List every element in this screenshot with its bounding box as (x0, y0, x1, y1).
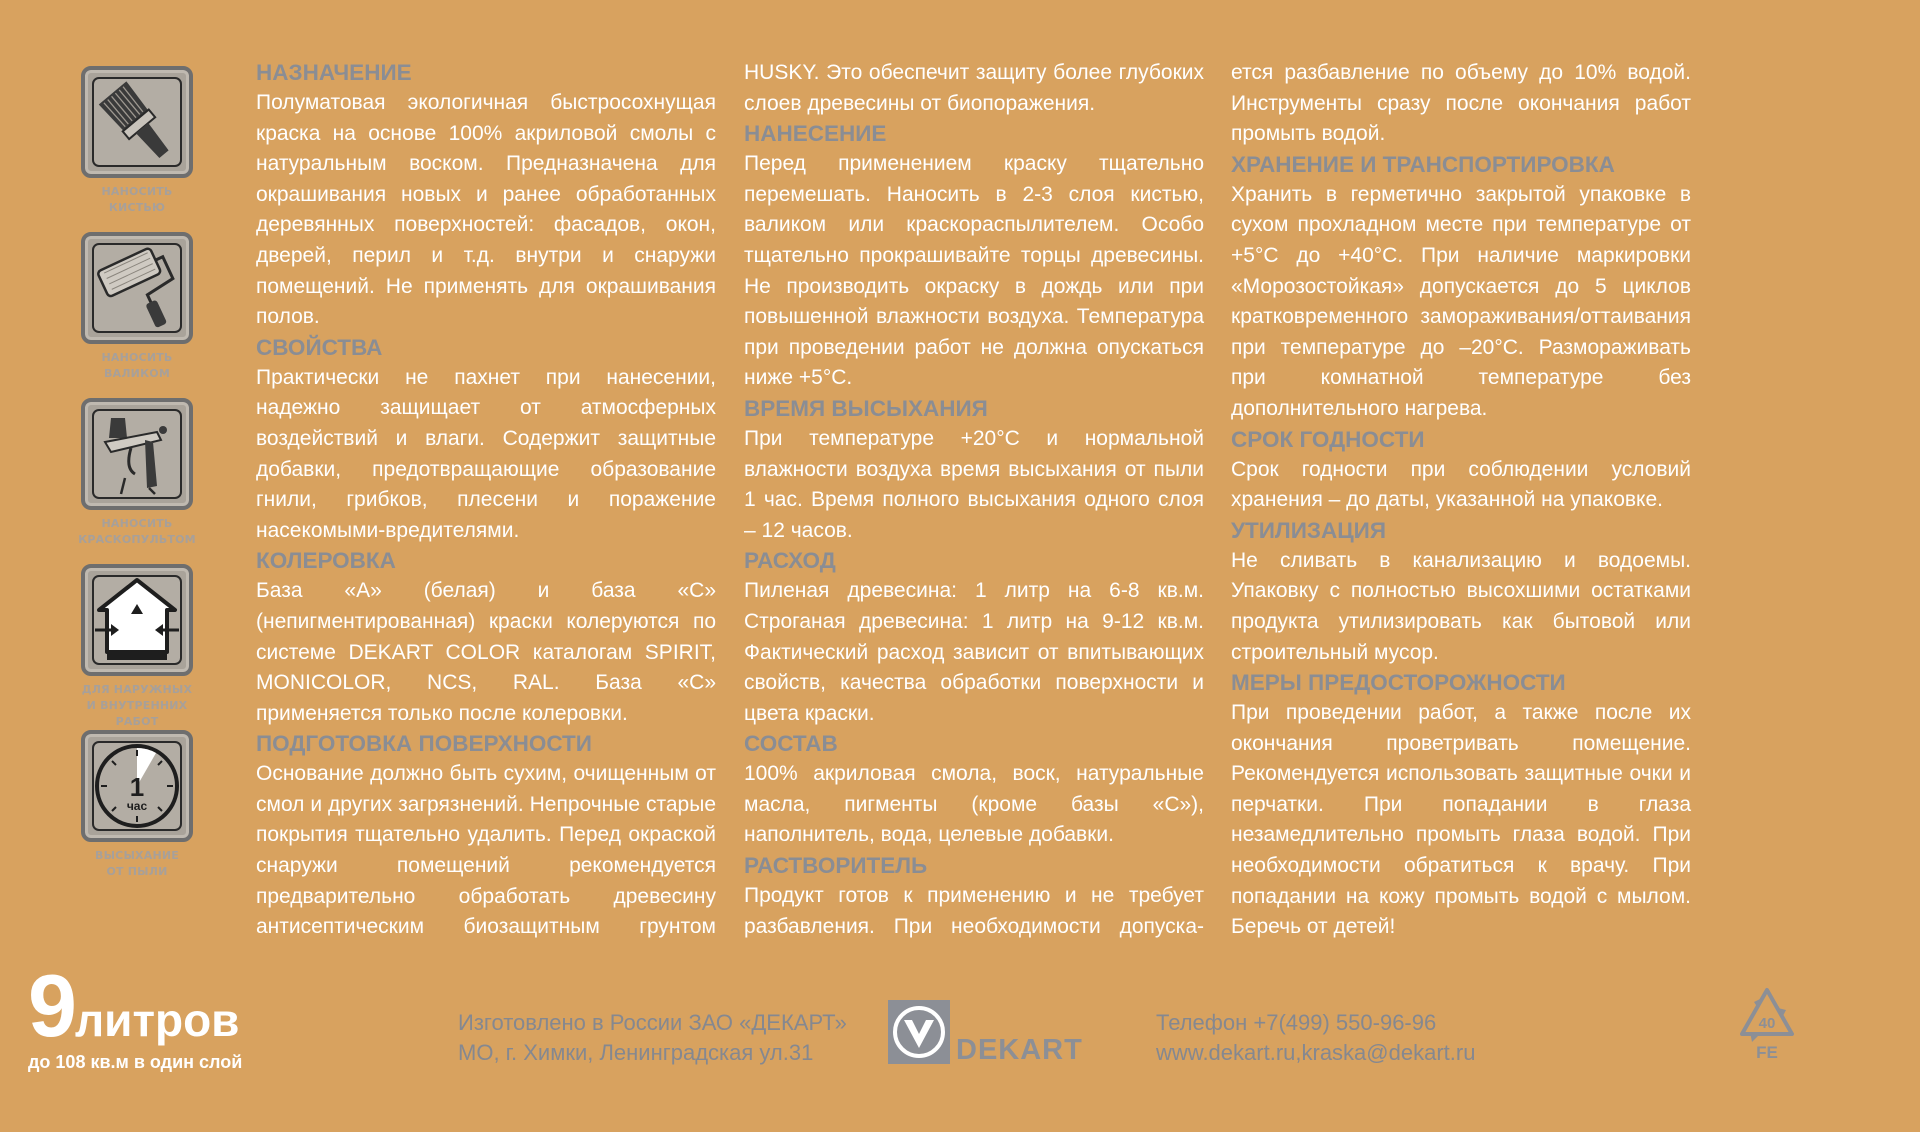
contact-info (1156, 1008, 1475, 1068)
usage-icons (74, 66, 200, 896)
section-body-solvent-cont: ется разбавление по объему до 10% водой. Инструменты сразу после окончания работ промыть водой. (1231, 61, 1691, 146)
volume (28, 956, 242, 1055)
coverage-text: до 108 кв.м в один слой (28, 1052, 243, 1072)
section-title-storage: ХРАНЕНИЕ И ТРАНСПОРТИРОВКА (1231, 151, 1615, 177)
section-body-storage: Хранить в герметично закрытой упаковке в сухом прохладном месте при температуре от +5°С до +40°С. При наличие маркировки «Морозостойкая» допускается до 5 циклов кратковременного замораживания/оттаивания при температуре до –20°С. Размораживать при комнатной температуре без дополнительного нагрева. (1231, 182, 1691, 420)
section-body-tinting: База «А» (белая) и база «С» (непигментированная) краски колеруются по системе DEKART COLOR каталогам SPIRIT, MONICOLOR, NCS, RAL. База «С» применяется только после колеровки. (256, 579, 716, 725)
brush-icon (81, 66, 193, 178)
section-title-disposal: УТИЛИЗАЦИЯ (1231, 517, 1386, 543)
icon-block-roller (74, 232, 200, 398)
section-body-solvent: Продукт готов к применению и не требует разбавления. При необходимости допуска- (744, 884, 1204, 938)
svg-text:40: 40 (1758, 1015, 1776, 1032)
section-body-purpose: Полуматовая экологичная быстросохнущая краска на основе 100% акриловой смолы с натуральным воском. Предназначена для окрашивания новых и ранее обработанных деревянных поверхностей: фасадов, окон, дверей, перил и т.д. внутри и снаружи помещений. Не применять для окрашивания полов. (256, 91, 716, 329)
section-body-properties: Практически не пахнет при нанесении, надежно защищает от атмосферных воздействий и влаги. Содержит защитные добавки, предотвращающие образование гнили, грибков, плесени и поражение насекомыми-вредителями. (256, 365, 716, 542)
section-title-composition: СОСТАВ (744, 731, 838, 757)
recycle-icon (1736, 986, 1798, 1064)
icon-block-brush (74, 66, 200, 232)
svg-text:FE: FE (1756, 1043, 1778, 1062)
text-column-2 (744, 58, 1204, 942)
svg-text:1: 1 (129, 772, 145, 802)
section-title-shelf-life: СРОК ГОДНОСТИ (1231, 426, 1425, 452)
volume-block (28, 956, 243, 1073)
text-column-1 (256, 58, 716, 943)
section-title-solvent: РАСТВОРИТЕЛЬ (744, 853, 928, 879)
icon-caption: НАНОСИТЬ КРАСКОПУЛЬТОМ (78, 517, 196, 546)
section-title-consumption: РАСХОД (744, 548, 836, 574)
volume-number: 9 (28, 956, 75, 1055)
section-title-application: НАНЕСЕНИЕ (744, 121, 887, 147)
icon-block-house (74, 564, 200, 730)
text-column-3 (1231, 58, 1691, 943)
web-email-text: www.dekart.ru,kraska@dekart.ru (1156, 1040, 1476, 1065)
section-title-tinting: КОЛЕРОВКА (256, 548, 396, 574)
clock-icon (81, 730, 193, 842)
manufacturer-line-1: Изготовлено в России ЗАО «ДЕКАРТ» (458, 1010, 847, 1035)
section-title-surface-prep: ПОДГОТОВКА ПОВЕРХНОСТИ (256, 731, 592, 757)
logo-text: DEKART (956, 1034, 1083, 1066)
manufacturer-line-2: МО, г. Химки, Ленинградская ул.31 (458, 1040, 814, 1065)
section-body-surface-prep-cont: HUSKY. Это обеспечит защиту более глубоких слоев древесины от биопоражения. (744, 61, 1204, 115)
section-body-application: Перед применением краску тщательно перемешать. Наносить в 2-3 слоя кистью, валиком или краскораспылителем. Особо тщательно прокрашивайте торцы древесины. Не производить окраску в дождь или при повышенной влажности воздуха. Температура при проведении работ не должна опускаться ниже +5°С. (744, 152, 1204, 390)
icon-caption: НАНОСИТЬ ВАЛИКОМ (101, 351, 173, 380)
manufacturer-info (458, 1008, 847, 1068)
icon-block-clock (74, 730, 200, 896)
section-title-purpose: НАЗНАЧЕНИЕ (256, 60, 412, 85)
phone-text: Телефон +7(499) 550-96-96 (1156, 1010, 1437, 1035)
dekart-logo (888, 1000, 1088, 1066)
icon-block-spray (74, 398, 200, 564)
section-body-disposal: Не сливать в канализацию и водоемы. Упаковку с полностью высохшими остатками продукта утилизировать как бытовой или строительный мусор. (1231, 548, 1691, 664)
section-title-precautions: МЕРЫ ПРЕДОСТОРОЖНОСТИ (1231, 670, 1566, 696)
spray-gun-icon (81, 398, 193, 510)
icon-caption: ВЫСЫХАНИЕ ОТ ПЫЛИ (95, 849, 179, 878)
section-title-drying-time: ВРЕМЯ ВЫСЫХАНИЯ (744, 395, 988, 421)
volume-unit: литров (74, 994, 240, 1046)
section-title-properties: СВОЙСТВА (256, 334, 383, 360)
section-body-surface-prep: Основание должно быть сухим, очищенным от смол и других загрязнений. Непрочные старые покрытия тщательно удалить. Перед окраской снаружи помещений рекомендуется предварительно обработать древесину антисептическим биозащитным грунтом (256, 762, 716, 939)
logo-badge-icon (888, 1000, 950, 1064)
icon-caption: ДЛЯ НАРУЖНЫХ И ВНУТРЕННИХ РАБОТ (81, 683, 193, 728)
section-body-consumption: Пиленая древесина: 1 литр на 6-8 кв.м. Строганая древесина: 1 литр на 9-12 кв.м. Фактический расход зависит от впитывающих свойств, качества обработки поверхности и цвета краски. (744, 579, 1204, 725)
section-body-shelf-life: Срок годности при соблюдении условий хранения – до даты, указанной на упаковке. (1231, 457, 1691, 512)
svg-text:час: час (126, 799, 148, 813)
icon-caption: НАНОСИТЬ КИСТЬЮ (101, 185, 173, 214)
section-body-precautions: При проведении работ, а также после их окончания проветривать помещение. Рекомендуется использовать защитные очки и перчатки. При попадании в глаза незамедлительно промыть глаза водой. При необходимости обратиться к врачу. При попадании на кожу промыть водой с мылом. Беречь от детей! (1231, 701, 1691, 939)
house-icon (81, 564, 193, 676)
section-body-composition: 100% акриловая смола, воск, натуральные масла, пигменты (кроме базы «С»), наполнитель, вода, целевые добавки. (744, 762, 1204, 847)
roller-icon (81, 232, 193, 344)
section-body-drying-time: При температуре +20°С и нормальной влажности воздуха время высыхания от пыли 1 час. Время полного высыхания одного слоя – 12 часов. (744, 426, 1204, 542)
